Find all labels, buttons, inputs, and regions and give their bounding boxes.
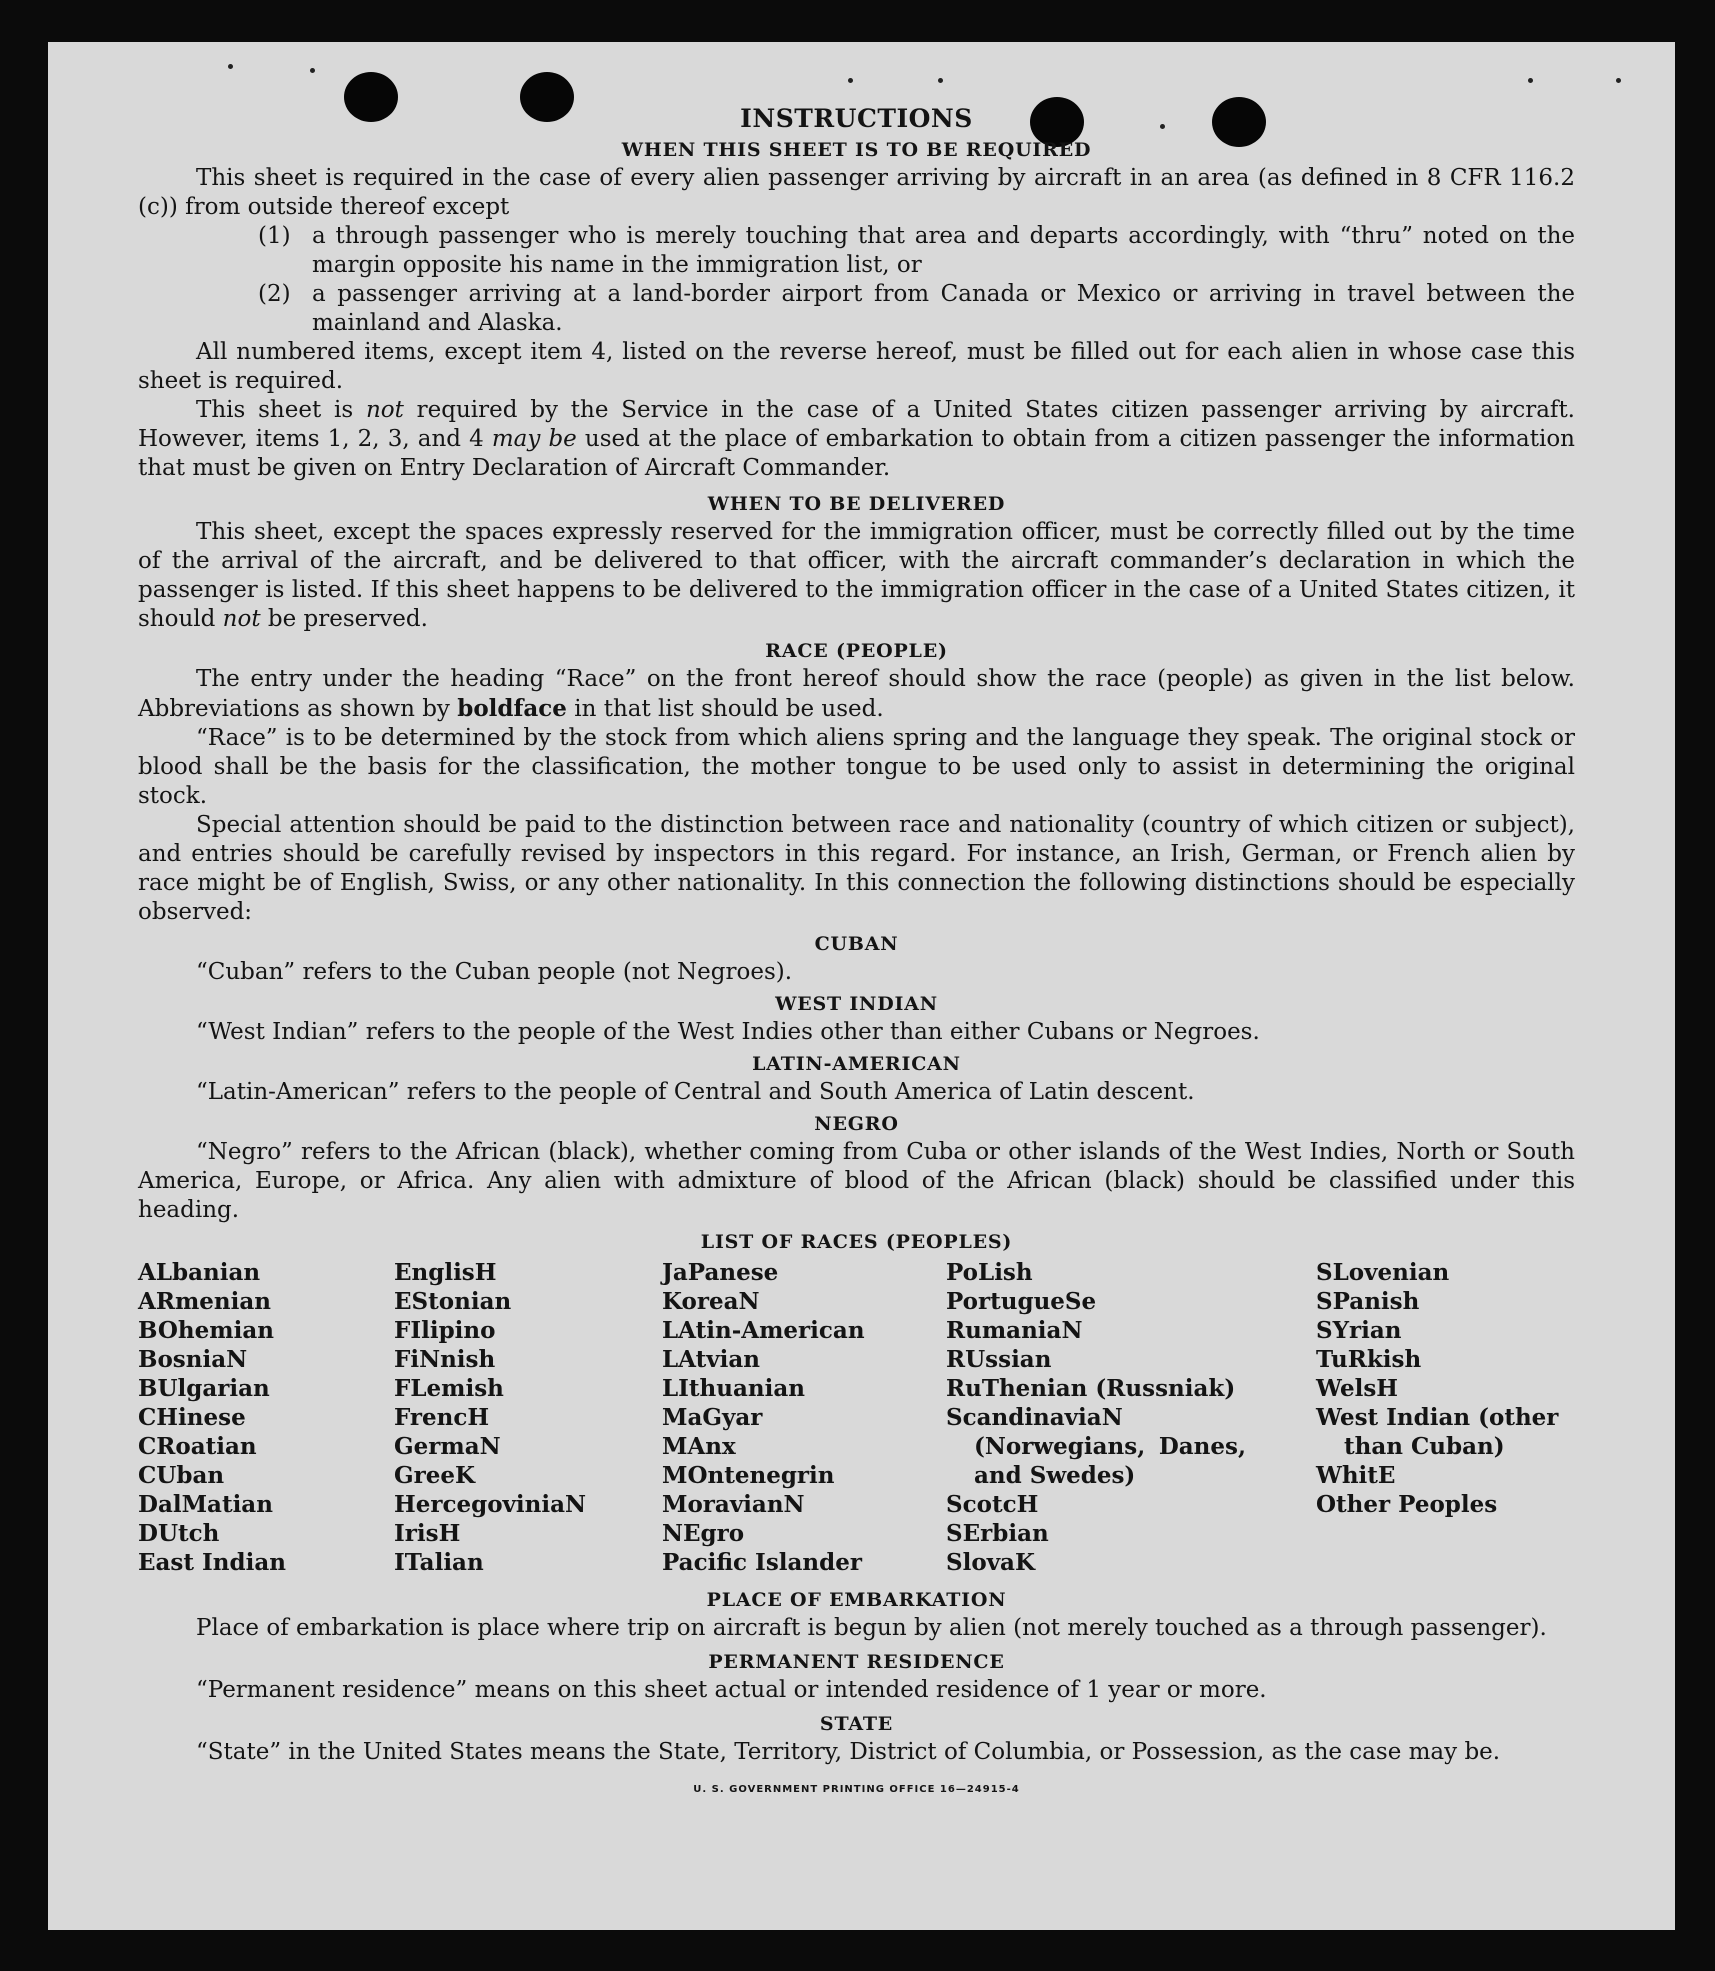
citizen-paragraph: This sheet is not required by the Service in the case of a United States citizen passenger arriving by aircraft. However, items 1, 2, 3, and 4 may be used at the place of embarkation to obtain from a citizen passenger the information that must be given on Entry Declaration of Aircraft Commander. xyxy=(138,397,1575,481)
race-entry: ITalian xyxy=(394,1549,484,1576)
required-intro: This sheet is required in the case of every alien passenger arriving by aircraft in an area (as defined in 8 CFR 116.2 (c)) from outside thereof except xyxy=(138,165,1575,220)
race-entry: BosniaN xyxy=(138,1346,248,1373)
race-entry: CHinese xyxy=(138,1404,246,1431)
speck xyxy=(1616,78,1621,83)
document-sheet xyxy=(48,42,1675,1930)
race-entry: ALbanian xyxy=(138,1259,261,1286)
race-entry: GreeK xyxy=(394,1462,476,1489)
race-entry: FIlipino xyxy=(394,1317,496,1344)
race-entry: LAtin-American xyxy=(662,1317,865,1344)
race-entry: EStonian xyxy=(394,1288,512,1315)
item-number: (1) xyxy=(258,223,291,249)
latin-american-paragraph: “Latin-American” refers to the people of Central and South America of Latin descent. xyxy=(196,1079,1195,1105)
exception-item xyxy=(258,222,1575,280)
race-column xyxy=(662,1258,946,1577)
heading-west-indian: WEST INDIAN xyxy=(775,993,938,1015)
race-entry: JaPanese xyxy=(662,1259,779,1286)
race-entry: FLemish xyxy=(394,1375,504,1402)
race-entry: TuRkish xyxy=(1316,1346,1422,1373)
race-entry: IrisH xyxy=(394,1520,461,1547)
heading-negro: NEGRO xyxy=(814,1113,899,1135)
race-entry: NEgro xyxy=(662,1520,745,1547)
race-entry: RumaniaN xyxy=(946,1317,1083,1344)
race-entry: RUssian xyxy=(946,1346,1052,1373)
page-title: INSTRUCTIONS xyxy=(740,104,973,133)
speck xyxy=(938,78,943,83)
printing-office-imprint: U. S. GOVERNMENT PRINTING OFFICE 16—24915-4 xyxy=(693,1784,1020,1795)
exception-item xyxy=(258,280,1575,338)
race-entry: ARmenian xyxy=(138,1288,272,1315)
heading-embarkation: PLACE OF EMBARKATION xyxy=(706,1589,1007,1611)
race-entry: MoravianN xyxy=(662,1491,805,1518)
race-entry: ScotcH xyxy=(946,1491,1039,1518)
residence-paragraph: “Permanent residence” means on this sheet actual or intended residence of 1 year or more. xyxy=(196,1677,1267,1703)
race-entry: PortugueSe xyxy=(946,1288,1097,1315)
race-entry: SYrian xyxy=(1316,1317,1402,1344)
speck xyxy=(1528,78,1533,83)
race-entry: LAtvian xyxy=(662,1346,760,1373)
heading-state: STATE xyxy=(819,1713,894,1735)
item-text: a passenger arriving at a land-border airport from Canada or Mexico or arriving in travel between the mainland and Alaska. xyxy=(312,281,1575,336)
race-paragraph: “Race” is to be determined by the stock from which aliens spring and the language they speak. The original stock or blood shall be the basis for the classification, the mother tongue to be used only to assist in determining the original stock. xyxy=(138,725,1575,809)
race-entry: SPanish xyxy=(1316,1288,1420,1315)
item-text: a through passenger who is merely touching that area and departs accordingly, with “thru” noted on the margin opposite his name in the immigration list, or xyxy=(312,223,1575,278)
race-entry: WelsH xyxy=(1316,1375,1399,1402)
race-entry: RuThenian (Russniak) xyxy=(946,1375,1236,1402)
race-entry: BOhemian xyxy=(138,1317,274,1344)
delivered-paragraph: This sheet, except the spaces expressly reserved for the immigration officer, must be correctly filled out by the time of the arrival of the aircraft, and be delivered to that officer, with the aircraft commander’s declaration in which the passenger is listed. If this sheet happens to be delivered to the immigration officer in the case of a United States citizen, it should not be preserved. xyxy=(138,519,1575,632)
heading-required: WHEN THIS SHEET IS TO BE REQUIRED xyxy=(621,139,1092,161)
race-entry: West Indian (other than Cuban) xyxy=(1316,1404,1559,1460)
race-entry: MOntenegrin xyxy=(662,1462,835,1489)
west-indian-paragraph: “West Indian” refers to the people of the West Indies other than either Cubans or Negroes. xyxy=(196,1019,1260,1045)
heading-delivered: WHEN TO BE DELIVERED xyxy=(707,493,1006,515)
race-entry: KoreaN xyxy=(662,1288,760,1315)
race-entry: DalMatian xyxy=(138,1491,273,1518)
race-entry: HercegoviniaN xyxy=(394,1491,587,1518)
speck xyxy=(310,68,315,73)
race-paragraph: Special attention should be paid to the distinction between race and nationality (country of which citizen or subject), and entries should be carefully revised by inspectors in this regard. For instance, an Irish, German, or French alien by race might be of English, Swiss, or any other nationality. In this connection the following distinctions should be especially observed: xyxy=(138,812,1575,925)
race-entry: CRoatian xyxy=(138,1433,257,1460)
heading-list-of-races: LIST OF RACES (PEOPLES) xyxy=(700,1231,1013,1253)
race-entry: ScandinaviaN (Norwegians, Danes, and Swedes) xyxy=(946,1404,1246,1489)
heading-race: RACE (PEOPLE) xyxy=(765,640,948,662)
cuban-paragraph: “Cuban” refers to the Cuban people (not Negroes). xyxy=(196,959,793,985)
race-entry: GermaN xyxy=(394,1433,501,1460)
speck xyxy=(848,78,853,83)
race-paragraph: The entry under the heading “Race” on the front hereof should show the race (people) as given in the list below. Abbreviations as shown by boldface in that list should be used. xyxy=(138,666,1575,722)
race-entry: East Indian xyxy=(138,1549,286,1576)
speck xyxy=(228,64,233,69)
race-column xyxy=(946,1258,1246,1577)
negro-paragraph: “Negro” refers to the African (black), whether coming from Cuba or other islands of the West Indies, North or South America, Europe, or Africa. Any alien with admixture of blood of the African (black) should be classified under this heading. xyxy=(138,1139,1575,1223)
race-list xyxy=(138,1258,1575,1577)
race-entry: CUban xyxy=(138,1462,225,1489)
race-entry: DUtch xyxy=(138,1520,220,1547)
race-entry: Pacific Islander xyxy=(662,1549,862,1576)
race-entry: MaGyar xyxy=(662,1404,763,1431)
race-entry: EnglisH xyxy=(394,1259,497,1286)
heading-cuban: CUBAN xyxy=(814,933,899,955)
race-entry: SErbian xyxy=(946,1520,1049,1547)
race-column xyxy=(1316,1258,1575,1577)
race-entry: FiNnish xyxy=(394,1346,496,1373)
race-entry: PoLish xyxy=(946,1259,1033,1286)
race-entry: SLovenian xyxy=(1316,1259,1450,1286)
race-column xyxy=(138,1258,394,1577)
heading-latin-american: LATIN-AMERICAN xyxy=(752,1053,961,1075)
race-entry: WhitE xyxy=(1316,1462,1396,1489)
race-entry: SlovaK xyxy=(946,1549,1035,1576)
race-entry: BUlgarian xyxy=(138,1375,270,1402)
race-entry: LIthuanian xyxy=(662,1375,805,1402)
heading-residence: PERMANENT RESIDENCE xyxy=(708,1651,1005,1673)
race-entry: MAnx xyxy=(662,1433,736,1460)
embarkation-paragraph: Place of embarkation is place where trip on aircraft is begun by alien (not merely touched as a through passenger). xyxy=(196,1615,1547,1641)
race-entry: Other Peoples xyxy=(1316,1491,1498,1518)
race-entry: FrencH xyxy=(394,1404,490,1431)
state-paragraph: “State” in the United States means the State, Territory, District of Columbia, or Possession, as the case may be. xyxy=(196,1739,1501,1765)
item-number: (2) xyxy=(258,281,291,307)
numbered-items-paragraph: All numbered items, except item 4, listed on the reverse hereof, must be filled out for each alien in whose case this sheet is required. xyxy=(138,339,1575,394)
race-column xyxy=(394,1258,662,1577)
instructions-content xyxy=(138,104,1575,1804)
